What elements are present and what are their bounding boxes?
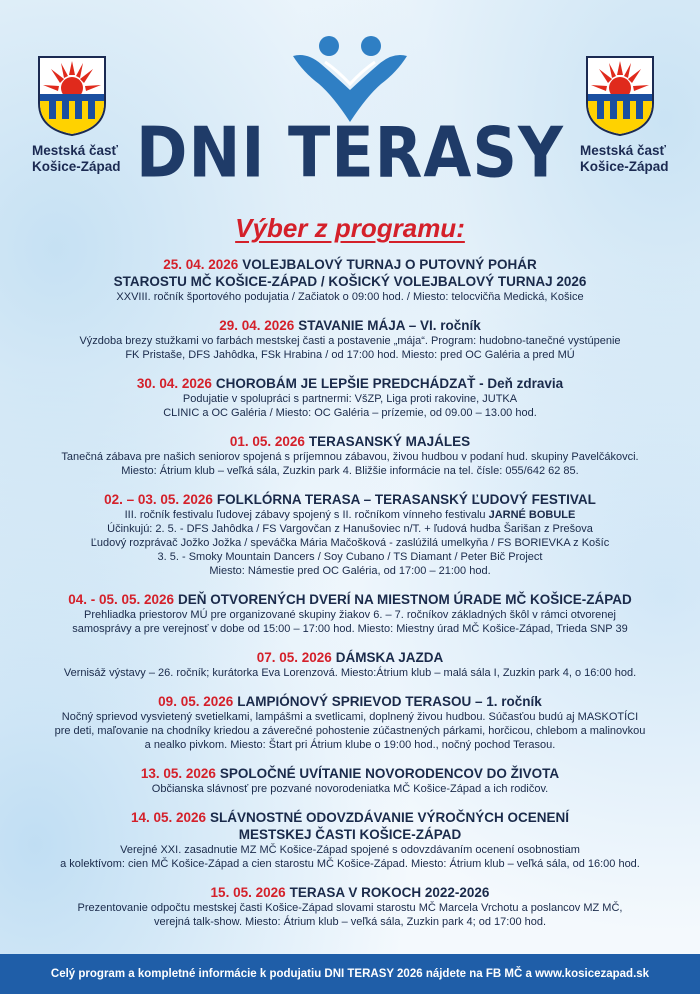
event-item bbox=[0, 693, 700, 752]
event-title: FOLKLÓRNA TERASA – TERASANSKÝ ĽUDOVÝ FESTIVAL bbox=[216, 492, 596, 507]
program-subtitle: Výber z programu: bbox=[235, 213, 465, 243]
event-description: a nealko pivkom. Miesto: Štart pri Átrium klube o 19:00 hod., nočný pochod Terasou. bbox=[144, 739, 556, 751]
event-description: Tanečná zábava pre našich seniorov spojená s príjemnou zábavou, živou hudbou v podaní hud. skupiny Pavelčákovci. bbox=[61, 451, 639, 463]
event-item bbox=[0, 256, 700, 304]
event-date: 25. 04. 2026 bbox=[163, 257, 239, 272]
event-description: Podujatie v spolupráci s partnermi: VšZP, Liga proti rakovine, JUTKA bbox=[182, 393, 518, 405]
event-description: samosprávy a pre verejnosť v dobe od 15:00 – 17:00 hod. Miesto: Miestny úrad MČ Košice-Západ, Trieda SNP 39 bbox=[72, 623, 628, 635]
event-description: Vernisáž výstavy – 26. ročník; kurátorka Eva Lorenzová. Miesto:Átrium klub – malá sála I, Zuzkin park 4, o 16:00 hod. bbox=[63, 667, 637, 679]
event-date: 04. - 05. 05. 2026 bbox=[68, 592, 175, 607]
event-title: SLÁVNOSTNÉ ODOVZDÁVANIE VÝROČNÝCH OCENENÍ bbox=[210, 810, 570, 825]
event-date: 07. 05. 2026 bbox=[256, 650, 332, 665]
event-description: Ľudový rozprávač Jožko Jožka / speváčka Mária Mačošková - zaslúžilá umelkyňa / FS BORIEVKA z Košíc bbox=[90, 537, 610, 549]
event-title: DÁMSKA JAZDA bbox=[335, 650, 444, 665]
event-title: VOLEJBALOVÝ TURNAJ O PUTOVNÝ POHÁR bbox=[242, 257, 537, 272]
event-item bbox=[0, 809, 700, 871]
event-description: CLINIC a OC Galéria / Miesto: OC Galéria – prízemie, od 09.00 – 13.00 hod. bbox=[163, 407, 537, 419]
page-title: DNI TERASY bbox=[136, 111, 564, 194]
events-list bbox=[0, 256, 700, 942]
event-item bbox=[0, 591, 700, 636]
event-item bbox=[0, 491, 700, 578]
event-description: Miesto: Átrium klub – veľká sála, Zuzkin park 4. Bližšie informácie na tel. čísle: 055/642 62 85. bbox=[121, 465, 579, 477]
event-item bbox=[0, 649, 700, 680]
event-highlight: JARNÉ BOBULE bbox=[488, 509, 576, 521]
event-description: Prehliadka priestorov MÚ pre organizované skupiny žiakov 6. – 7. ročníkov základných škôl v rámci otvorenej bbox=[84, 609, 616, 621]
event-date: 09. 05. 2026 bbox=[158, 694, 234, 709]
event-description: III. ročník festivalu ľudovej zábavy spojený s II. ročníkom vínneho festivalu bbox=[124, 509, 489, 521]
event-date: 30. 04. 2026 bbox=[136, 376, 212, 391]
crest-right-label-line2: Košice-Západ bbox=[580, 159, 669, 174]
event-title: LAMPIÓNOVÝ SPRIEVOD TERASOU – 1. ročník bbox=[237, 694, 542, 709]
event-description: Nočný sprievod vysvietený svetielkami, lampášmi a svetlicami, doplnený živou hudbou. Súčasťou budú aj MASKOTÍCI bbox=[61, 711, 639, 723]
event-title-line2: STAROSTU MČ KOŠICE-ZÁPAD / KOŠICKÝ VOLEJBALOVÝ TURNAJ 2026 bbox=[113, 274, 587, 289]
event-title: SPOLOČNÉ UVÍTANIE NOVORODENCOV DO ŽIVOTA bbox=[219, 766, 560, 781]
crest-left-label-line1: Mestská časť bbox=[32, 143, 119, 158]
event-date: 15. 05. 2026 bbox=[210, 885, 286, 900]
event-description: a kolektívom: cien MČ Košice-Západ a cien starostu MČ Košice-Západ. Miesto: Átrium klub – veľká sála, od 16:00 hod. bbox=[60, 858, 640, 870]
event-title-line2: MESTSKEJ ČASTI KOŠICE-ZÁPAD bbox=[238, 827, 462, 842]
event-date: 14. 05. 2026 bbox=[130, 810, 207, 825]
event-description: Účinkujú: 2. 5. - DFS Jahôdka / FS Vargovčan z Hanušoviec n/T. + ľudová hudba Šarišan z Prešova bbox=[107, 523, 593, 535]
event-description: verejná talk-show. Miesto: Átrium klub – veľká sála, Zuzkin park 4; od 17:00 hod. bbox=[153, 916, 547, 928]
event-description: XXVIII. ročník športového podujatia / Začiatok o 09:00 hod. / Miesto: telocvičňa Medická, Košice bbox=[116, 291, 584, 303]
event-item bbox=[0, 433, 700, 478]
crest-right-label-line1: Mestská časť bbox=[580, 143, 667, 158]
heart-people-logo-icon bbox=[285, 32, 415, 124]
event-item bbox=[0, 317, 700, 362]
event-description: Verejné XXI. zasadnutie MZ MČ Košice-Západ spojené s odovzdávaním ocenení osobnostiam bbox=[120, 844, 580, 856]
footer-banner: Celý program a kompletné informácie k podujatiu DNI TERASY 2026 nájdete na FB MČ a www.kosicezapad.sk bbox=[0, 954, 700, 994]
event-item bbox=[0, 884, 700, 929]
event-title: TERASA V ROKOCH 2022-2026 bbox=[289, 885, 490, 900]
event-description: Výzdoba brezy stužkami vo farbách mestskej časti a postavenie „mája“. Program: hudobno-tanečné vystúpenie bbox=[79, 335, 621, 347]
event-date: 01. 05. 2026 bbox=[229, 434, 305, 449]
event-description: pre deti, maľovanie na chodníky kriedou a záverečné pohostenie zúčastnených párkami, horčicou, chlebom a malinovkou bbox=[54, 725, 646, 737]
event-date: 29. 04. 2026 bbox=[219, 318, 295, 333]
event-description: Občianska slávnosť pre pozvané novorodeniatka MČ Košice-Západ a ich rodičov. bbox=[151, 783, 549, 795]
event-title: DEŇ OTVORENÝCH DVERÍ NA MIESTNOM ÚRADE MČ KOŠICE-ZÁPAD bbox=[178, 592, 632, 607]
event-description: 3. 5. - Smoky Mountain Dancers / Soy Cubano / TS Diamant / Peter Bič Project bbox=[157, 551, 543, 563]
event-title: CHOROBÁM JE LEPŠIE PREDCHÁDZAŤ - Deň zdravia bbox=[215, 376, 564, 391]
event-title: TERASANSKÝ MAJÁLES bbox=[308, 434, 471, 449]
event-item bbox=[0, 375, 700, 420]
event-description: Prezentovanie odpočtu mestskej časti Košice-Západ slovami starostu MČ Marcela Vrchotu a poslancov MZ MČ, bbox=[77, 902, 623, 914]
event-date: 13. 05. 2026 bbox=[140, 766, 216, 781]
event-item bbox=[0, 765, 700, 796]
event-description: Miesto: Námestie pred OC Galéria, od 17:00 – 21:00 hod. bbox=[209, 565, 491, 577]
event-date: 02. – 03. 05. 2026 bbox=[104, 492, 213, 507]
crest-left-label-line2: Košice-Západ bbox=[32, 159, 121, 174]
event-description: FK Pristaše, DFS Jahôdka, FSk Hrabina / od 17:00 hod. Miesto: pred OC Galéria a pred MÚ bbox=[125, 349, 575, 361]
event-title: STAVANIE MÁJA – VI. ročník bbox=[298, 318, 481, 333]
